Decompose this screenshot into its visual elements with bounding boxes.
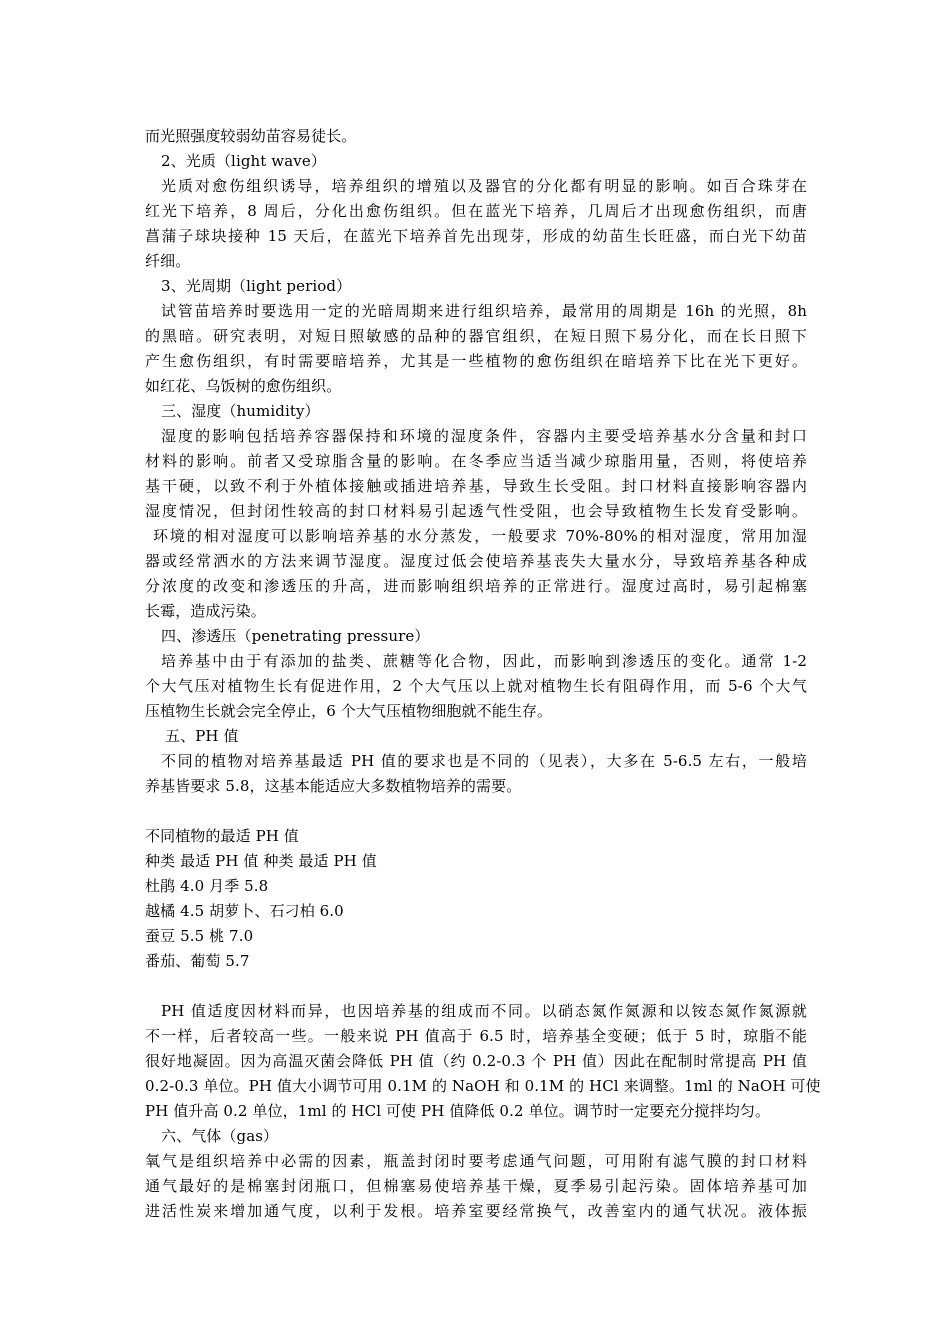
text-line: 通气最好的是棉塞封闭瓶口，但棉塞易使培养基干燥，夏季易引起污染。固体培养基可加 (145, 1177, 807, 1195)
text-line: 蚕豆 5.5 桃 7.0 (145, 927, 254, 945)
text-line: 如红花、乌饭树的愈伤组织。 (145, 377, 342, 395)
blank-line (145, 799, 807, 824)
text-line: 杜鹃 4.0 月季 5.8 (145, 877, 269, 895)
document-body (145, 124, 821, 1224)
text-line: 的黑暗。研究表明，对短日照敏感的品种的器官组织，在短日照下易分化，而在长日照下 (145, 327, 807, 345)
text-line: 不同的植物对培养基最适 PH 值的要求也是不同的（见表），大多在 5-6.5 左右，一般培 (161, 752, 807, 770)
text-line: 分浓度的改变和渗透压的升高，进而影响组织培养的正常进行。湿度过高时，易引起棉塞 (145, 577, 807, 595)
text-line: 基干硬，以致不利于外植体接触或插进培养基，导致生长受阻。封口材料直接影响容器内 (145, 477, 807, 495)
text-line: 试管苗培养时要选用一定的光暗周期来进行组织培养，最常用的周期是 16h 的光照，8h (161, 302, 807, 320)
text-line: 四、渗透压（penetrating pressure） (161, 627, 430, 645)
text-line: 红光下培养，8 周后，分化出愈伤组织。但在蓝光下培养，几周后才出现愈伤组织，而唐 (145, 202, 807, 220)
text-line: 而光照强度较弱幼苗容易徒长。 (145, 127, 357, 145)
text-line: 进活性炭来增加通气度，以利于发根。培养室要经常换气，改善室内的通气状况。液体振 (145, 1202, 807, 1220)
text-line: PH 值升高 0.2 单位，1ml 的 HCl 可使 PH 值降低 0.2 单位。调节时一定要充分搅拌均匀。 (145, 1102, 771, 1120)
text-line: 压植物生长就会完全停止，6 个大气压植物细胞就不能生存。 (145, 702, 553, 720)
blank-line (145, 974, 807, 999)
text-line: 光质对愈伤组织诱导，培养组织的增殖以及器官的分化都有明显的影响。如百合珠芽在 (161, 177, 807, 195)
text-line: 2、光质（light wave） (161, 152, 326, 170)
text-line: 材料的影响。前者又受琼脂含量的影响。在冬季应当适当减少琼脂用量，否则，将使培养 (145, 452, 807, 470)
text-line: 湿度的影响包括培养容器保持和环境的湿度条件，容器内主要受培养基水分含量和封口 (161, 427, 807, 445)
text-line: 菖蒲子球块接种 15 天后，在蓝光下培养首先出现芽，形成的幼苗生长旺盛，而白光下幼苗 (145, 227, 807, 245)
text-line: 番茄、葡萄 5.7 (145, 952, 250, 970)
text-line: 氧气是组织培养中必需的因素，瓶盖封闭时要考虑通气问题，可用附有滤气膜的封口材料 (145, 1152, 807, 1170)
text-line: 五、PH 值 (165, 727, 239, 745)
text-line: PH 值适度因材料而异，也因培养基的组成而不同。以硝态氮作氮源和以铵态氮作氮源就 (161, 1002, 807, 1020)
text-line: 六、气体（gas） (161, 1127, 279, 1145)
text-line: 长霉，造成污染。 (145, 602, 266, 620)
text-line: 不一样，后者较高一些。一般来说 PH 值高于 6.5 时，培养基全变硬；低于 5 时，琼脂不能 (145, 1027, 807, 1045)
text-line: 很好地凝固。因为高温灭菌会降低 PH 值（约 0.2-0.3 个 PH 值）因此在配制时常提高 PH 值 (145, 1052, 807, 1070)
text-line: 器或经常洒水的方法来调节湿度。湿度过低会使培养基丧失大量水分，导致培养基各种成 (145, 552, 807, 570)
text-line: 0.2-0.3 单位。PH 值大小调节可用 0.1M 的 NaOH 和 0.1M 的 HCl 来调整。1ml 的 NaOH 可使 (145, 1077, 821, 1095)
text-line: 培养基中由于有添加的盐类、蔗糖等化合物，因此，而影响到渗透压的变化。通常 1-2 (161, 652, 807, 670)
text-line: 种类 最适 PH 值 种类 最适 PH 值 (145, 852, 377, 870)
text-line: 产生愈伤组织，有时需要暗培养，尤其是一些植物的愈伤组织在暗培养下比在光下更好。 (145, 352, 807, 370)
text-line: 纤细。 (145, 252, 191, 270)
text-line: 环境的相对湿度可以影响培养基的水分蒸发，一般要求 70%-80%的相对湿度，常用加湿 (153, 527, 807, 545)
text-line: 个大气压对植物生长有促进作用，2 个大气压以上就对植物生长有阻碍作用，而 5-6 个大气 (145, 677, 807, 695)
text-line: 不同植物的最适 PH 值 (145, 827, 299, 845)
text-line: 三、湿度（humidity） (161, 402, 320, 420)
text-line: 养基皆要求 5.8，这基本能适应大多数植物培养的需要。 (145, 777, 522, 795)
text-line: 3、光周期（light period） (161, 277, 352, 295)
text-line: 越橘 4.5 胡萝卜、石刁柏 6.0 (145, 902, 344, 920)
text-line: 湿度情况，但封闭性较高的封口材料易引起透气性受阻，也会导致植物生长发育受影响。 (145, 502, 807, 520)
